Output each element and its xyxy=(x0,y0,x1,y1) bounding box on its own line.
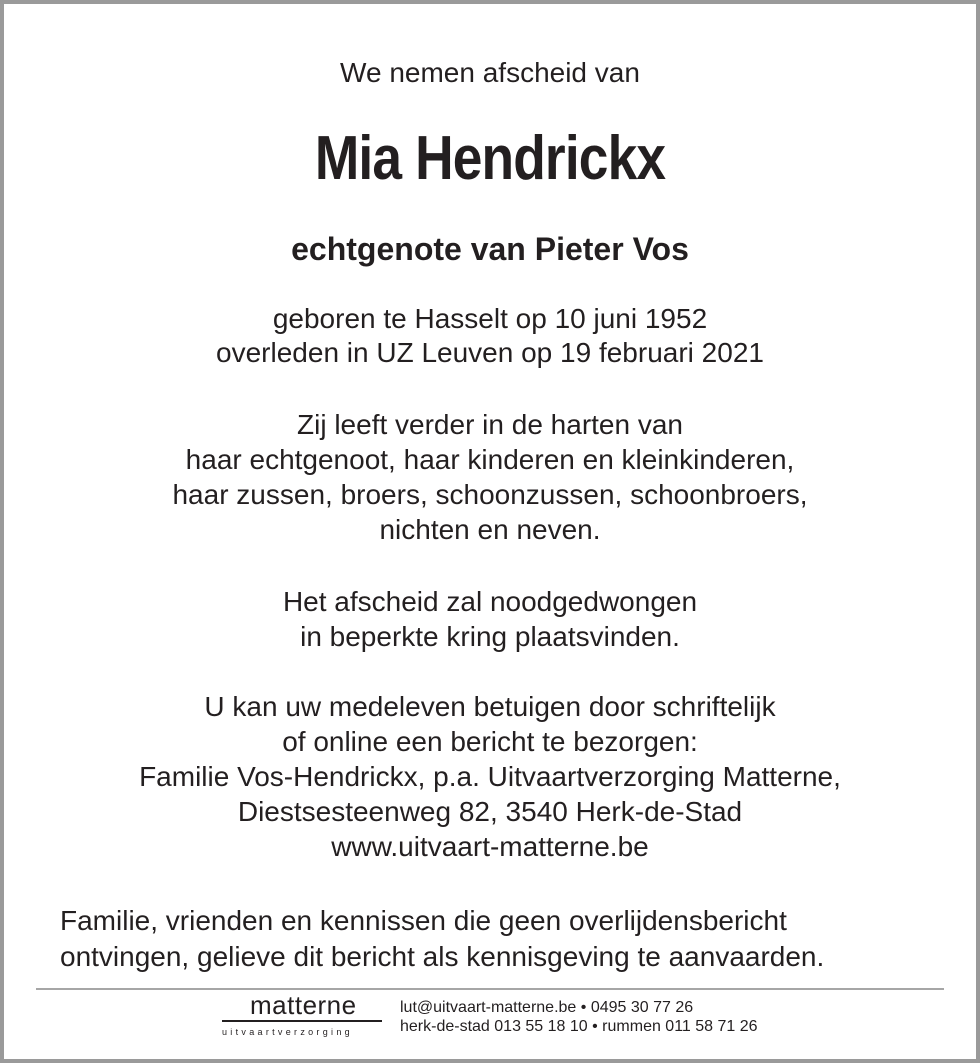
memory-line: nichten en neven. xyxy=(379,514,601,545)
matterne-logo-word: matterne xyxy=(250,990,357,1020)
farewell-line: in beperkte kring plaatsvinden. xyxy=(300,621,680,652)
memory-line: haar zussen, broers, schoonzussen, schoonbroers, xyxy=(172,479,808,510)
death-line: overleden in UZ Leuven op 19 februari 2021 xyxy=(216,337,764,368)
condolence-line: U kan uw medeleven betuigen door schriftelijk xyxy=(204,691,776,722)
logo-underline xyxy=(222,1020,382,1022)
condolence-line: of online een bericht te bezorgen: xyxy=(282,726,698,757)
farewell-line: Het afscheid zal noodgedwongen xyxy=(282,586,698,617)
footer-divider xyxy=(36,988,944,990)
closing-line: Familie, vrienden en kennissen die geen overlijdensbericht xyxy=(60,905,787,936)
contact-offices: herk-de-stad 013 55 18 10 • rummen 011 58 71 26 xyxy=(400,1018,758,1035)
closing-line: ontvingen, gelieve dit bericht als kennisgeving te aanvaarden. xyxy=(60,941,825,972)
birth-line: geboren te Hasselt op 10 juni 1952 xyxy=(272,303,708,334)
memory-line: Zij leeft verder in de harten van xyxy=(297,409,683,440)
contact-email-phone[interactable]: lut@uitvaart-matterne.be • 0495 30 77 26 xyxy=(400,999,694,1016)
matterne-logo-subtitle: uitvaartverzorging xyxy=(222,1027,353,1037)
spouse-line: echtgenote van Pieter Vos xyxy=(291,231,689,267)
intro-text: We nemen afscheid van xyxy=(340,57,640,88)
condolence-address-line: Diestsesteenweg 82, 3540 Herk-de-Stad xyxy=(237,796,743,827)
website-link[interactable]: www.uitvaart-matterne.be xyxy=(331,831,649,862)
deceased-name: Mia Hendrickx xyxy=(314,124,666,193)
condolence-address-line: Familie Vos-Hendrickx, p.a. Uitvaartverzorging Matterne, xyxy=(139,761,841,792)
memory-line: haar echtgenoot, haar kinderen en kleinkinderen, xyxy=(185,444,795,475)
